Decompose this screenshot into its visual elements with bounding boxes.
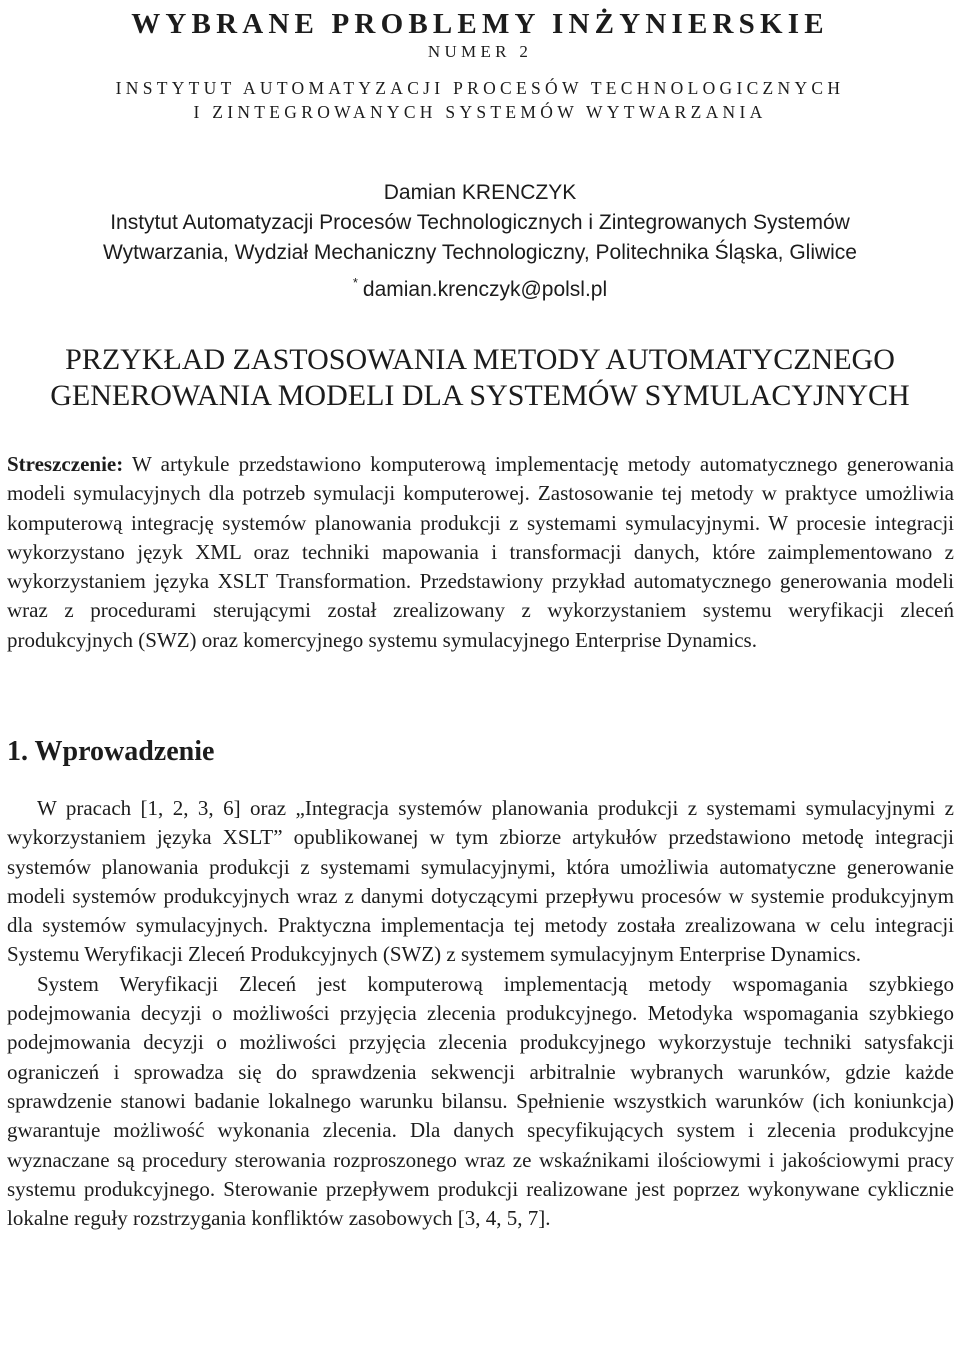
institute-name-line-1: INSTYTUT AUTOMATYZACJI PROCESÓW TECHNOLOGICZNYCH [115, 78, 845, 98]
paragraph: W pracach [1, 2, 3, 6] oraz „Integracja systemów planowania produkcji z systemami symulacyjnymi z wykorzystaniem języka XSLT” opublikowanej w tym zbiorze artykułów przedstawiono metodę integracji systemów planowania produkcji z systemami symulacyjnymi, która umożliwia automatyczne generowanie modeli systemów produkcyjnych wraz z danymi dotyczącymi przepływu procesów w systemie produkcyjnym dla systemów symulacyjnych. Praktyczna implementacja tej metody została zrealizowana w celu integracji Systemu Weryfikacji Zleceń Produkcyjnych (SWZ) z systemem symulacyjnym Enterprise Dynamics. [7, 796, 954, 967]
email-marker: * [352, 275, 358, 290]
paper-title-line-2: GENEROWANIA MODELI DLA SYSTEMÓW SYMULACYJNYCH [50, 379, 910, 412]
abstract [7, 450, 954, 655]
author-block [0, 178, 960, 305]
affiliation-line-1: Instytut Automatyzacji Procesów Technologicznych i Zintegrowanych Systemów [110, 211, 850, 234]
abstract-label: Streszczenie: [7, 452, 124, 476]
paper-title-line-1: PRZYKŁAD ZASTOSOWANIA METODY AUTOMATYCZNEGO [65, 343, 895, 376]
section-heading: 1. Wprowadzenie [7, 736, 215, 767]
email-line [0, 268, 960, 305]
abstract-text: W artykule przedstawiono komputerową implementację metody automatycznego generowania modeli symulacyjnych dla potrzeb symulacji komputerowej. Zastosowanie tej metody w praktyce umożliwia komputerową integrację systemów planowania produkcji z systemami symulacyjnymi. W procesie integracji wykorzystano język XML oraz techniki mapowania i transformacji danych, które zaimplementowano z wykorzystaniem języka XSLT Transformation. Przedstawiony przykład automatycznego generowania modeli wraz z procedurami sterującymi został zrealizowany z wykorzystaniem systemu weryfikacji zleceń produkcyjnych (SWZ) oraz komercyjnego systemu symulacyjnego Enterprise Dynamics. [7, 452, 954, 652]
series-number: NUMER 2 [427, 42, 533, 61]
section-body [7, 794, 954, 1233]
affiliation-line-2: Wytwarzania, Wydział Mechaniczny Technologiczny, Politechnika Śląska, Gliwice [103, 241, 857, 264]
institute-name-line-2: I ZINTEGROWANYCH SYSTEMÓW WYTWARZANIA [193, 102, 767, 122]
paragraph: System Weryfikacji Zleceń jest komputerową implementacją metody wspomagania szybkiego podejmowania decyzji o możliwości przyjęcia zlecenia produkcyjnego. Metodyka wspomagania szybkiego podejmowania decyzji o możliwości przyjęcia zlecenia produkcyjnego wykorzystuje techniki satysfakcji ograniczeń i sprowadza się do sprawdzenia sekwencji arbitralnie wybranych warunków, gdzie każde sprawdzenie stanowi badanie lokalnego warunku bilansu. Spełnienie wszystkich warunków (ich koniunkcja) gwarantuje możliwość wykonania zlecenia. Dla danych specyfikujących system i zlecenia produkcyjne wyznaczane są procedury sterowania rozproszonego wraz ze wskaźnikami ilościowymi i jakościowymi pracy systemu produkcyjnego. Sterowanie przepływem produkcji realizowane jest poprzez wykonywane cyklicznie lokalne reguły rozstrzygania konfliktów zasobowych [3, 4, 5, 7]. [7, 971, 954, 1231]
series-title: WYBRANE PROBLEMY INŻYNIERSKIE [131, 8, 829, 40]
paper-title [0, 342, 960, 414]
author-email: damian.krenczyk@polsl.pl [362, 278, 608, 301]
author-name: Damian KRENCZYK [383, 181, 577, 204]
